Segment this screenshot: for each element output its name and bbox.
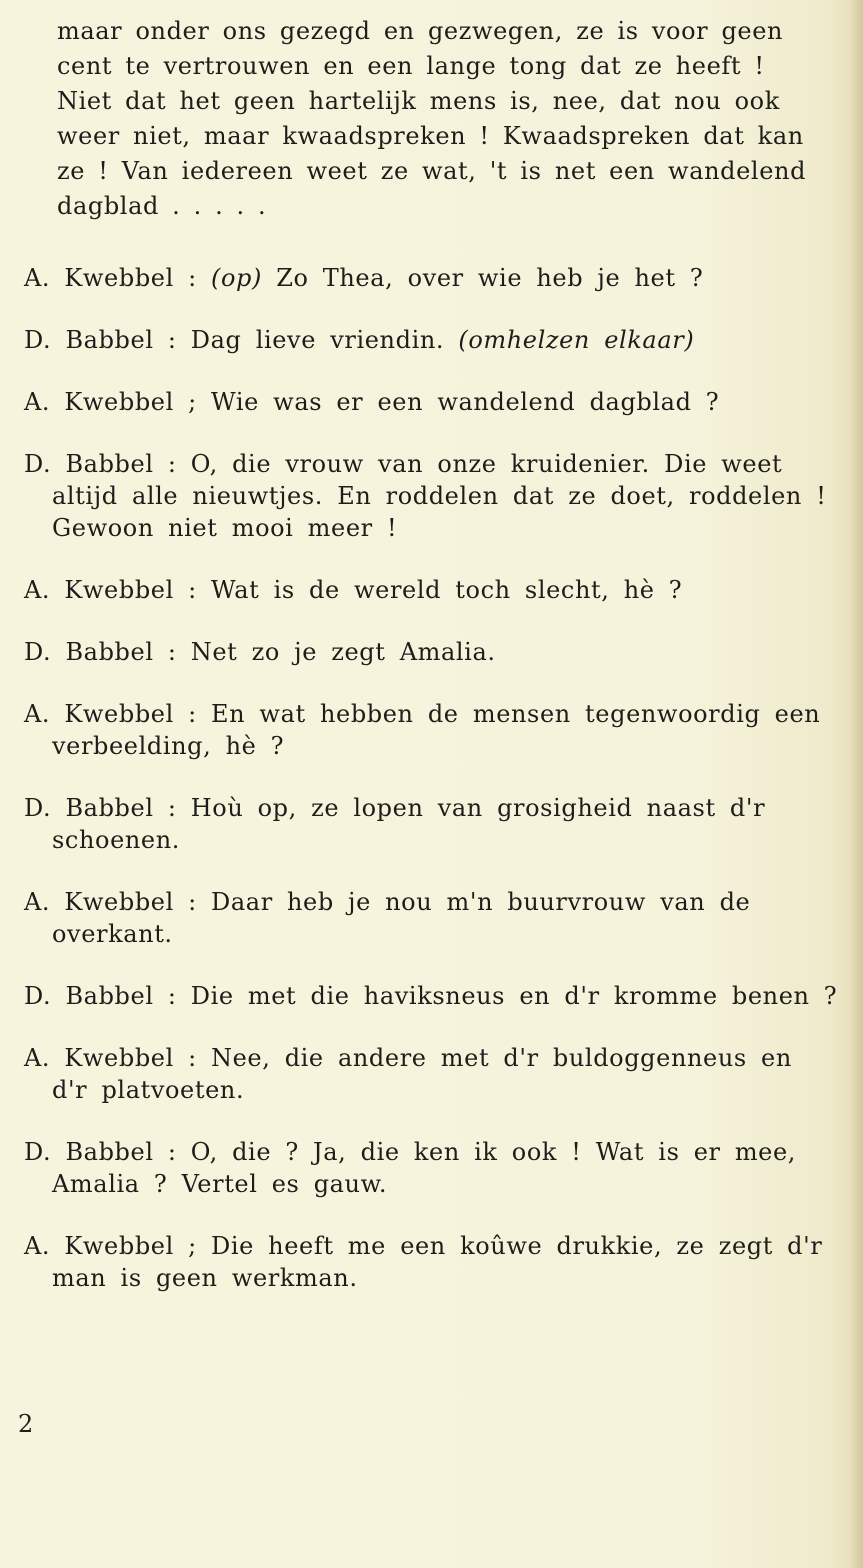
dialogue-line [24, 698, 839, 762]
spoken-text: Die heeft me een koûwe drukkie, ze zegt d'r man is geen werkman. [52, 1232, 823, 1292]
dialogue-line [24, 386, 839, 418]
speaker-name: D. Babbel : [24, 638, 177, 666]
spoken-text: O, die ? Ja, die ken ik ook ! Wat is er mee, Amalia ? Vertel es gauw. [52, 1138, 797, 1198]
page-edge-shadow [849, 0, 863, 1568]
speaker-name: D. Babbel : [24, 1138, 177, 1166]
speaker-name: A. Kwebbel ; [24, 388, 197, 416]
speaker-name: D. Babbel : [24, 326, 177, 354]
dialogue-line [24, 792, 839, 856]
speaker-name: D. Babbel : [24, 794, 177, 822]
speaker-name: A. Kwebbel : [24, 700, 197, 728]
speaker-name: D. Babbel : [24, 450, 177, 478]
dialogue-line [24, 636, 839, 668]
dialogue-line [24, 324, 839, 356]
spoken-text: Dag lieve vriendin. [190, 326, 445, 354]
intro-line: weer niet, maar kwaadspreken ! Kwaadspreken dat kan [57, 122, 804, 150]
intro-line: maar onder ons gezegd en gezwegen, ze is voor geen [57, 17, 784, 45]
stage-direction: (omhelzen elkaar) [458, 326, 695, 354]
speaker-name: A. Kwebbel : [24, 1044, 197, 1072]
page-number: 2 [18, 1410, 35, 1438]
speaker-name: A. Kwebbel ; [24, 1232, 197, 1260]
spoken-text: En wat hebben de mensen tegenwoordig een verbeelding, hè ? [52, 700, 821, 760]
spoken-text: Zo Thea, over wie heb je het ? [276, 264, 704, 292]
speaker-name: D. Babbel : [24, 982, 177, 1010]
spoken-text: Hoù op, ze lopen van grosigheid naast d'r schoenen. [52, 794, 766, 854]
intro-line: cent te vertrouwen en een lange tong dat ze heeft ! [57, 52, 765, 80]
page-content [24, 14, 839, 1294]
spoken-text: O, die vrouw van onze kruidenier. Die weet altijd alle nieuwtjes. En roddelen dat ze doet, roddelen ! Gewoon niet mooi meer ! [52, 450, 827, 542]
dialogue-line [24, 1230, 839, 1294]
dialogue-line [24, 886, 839, 950]
intro-line: ze ! Van iedereen weet ze wat, 't is net een wandelend [57, 157, 807, 185]
intro-line: Niet dat het geen hartelijk mens is, nee, dat nou ook [57, 87, 780, 115]
stage-direction: (op) [211, 264, 262, 292]
speaker-name: A. Kwebbel : [24, 888, 197, 916]
dialogue-line [24, 1136, 839, 1200]
spoken-text: Nee, die andere met d'r buldoggenneus en d'r platvoeten. [52, 1044, 792, 1104]
dialogue-line [24, 262, 839, 294]
dialogue-line [24, 574, 839, 606]
intro-paragraph [57, 14, 839, 224]
spoken-text: Die met die haviksneus en d'r kromme benen ? [190, 982, 838, 1010]
spoken-text: Net zo je zegt Amalia. [190, 638, 496, 666]
dialogue-line [24, 448, 839, 544]
speaker-name: A. Kwebbel : [24, 264, 197, 292]
intro-line: dagblad . . . . . [57, 192, 267, 220]
spoken-text: Wat is de wereld toch slecht, hè ? [211, 576, 683, 604]
spoken-text: Daar heb je nou m'n buurvrouw van de overkant. [52, 888, 751, 948]
spoken-text: Wie was er een wandelend dagblad ? [211, 388, 720, 416]
dialogue-line [24, 1042, 839, 1106]
speaker-name: A. Kwebbel : [24, 576, 197, 604]
dialogue-line [24, 980, 839, 1012]
